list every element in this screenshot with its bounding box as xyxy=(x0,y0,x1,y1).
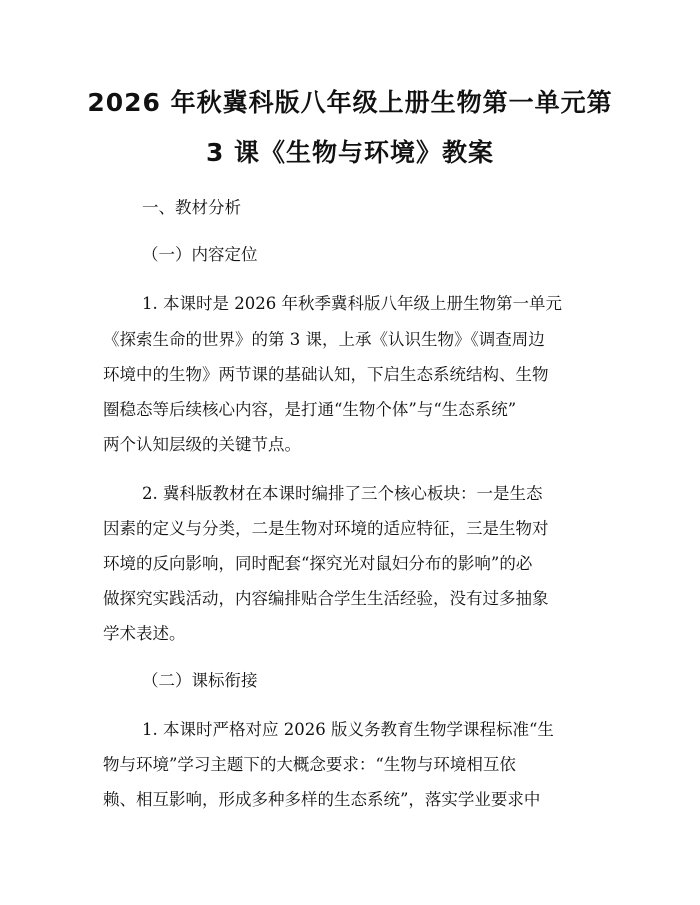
section-heading-teaching-material-analysis: 一、教材分析 xyxy=(142,198,241,217)
paragraph-line: 环境的反向影响，同时配套“探究光对鼠妇分布的影响”的必 xyxy=(103,554,533,573)
paragraph-line: 物与环境”学习主题下的大概念要求：“生物与环境相互依 xyxy=(103,755,516,774)
document-title-line-2: 3 课《生物与环境》教案 xyxy=(205,138,495,167)
paragraph-line: 1. 本课时是 2026 年秋季冀科版八年级上册生物第一单元 xyxy=(142,294,562,313)
subsection-heading-curriculum-alignment: （二）课标衔接 xyxy=(142,671,258,690)
paragraph-line: 2. 冀科版教材在本课时编排了三个核心板块：一是生态 xyxy=(142,484,543,503)
paragraph-line: 做探究实践活动，内容编排贴合学生生活经验，没有过多抽象 xyxy=(103,589,549,608)
subsection-heading-content-positioning: （一）内容定位 xyxy=(142,245,258,264)
paragraph-line: 《探索生命的世界》的第 3 课，上承《认识生物》《调查周边 xyxy=(103,330,545,349)
paragraph-line: 环境中的生物》两节课的基础认知，下启生态系统结构、生物 xyxy=(103,365,549,384)
paragraph-line: 因素的定义与分类，二是生物对环境的适应特征，三是生物对 xyxy=(103,519,549,538)
paragraph-line: 赖、相互影响，形成多种多样的生态系统”，落实学业要求中 xyxy=(103,790,541,809)
document-title-line-1: 2026 年秋冀科版八年级上册生物第一单元第 xyxy=(87,88,613,117)
paragraph-line: 两个认知层级的关键节点。 xyxy=(103,435,301,454)
paragraph-line: 圈稳态等后续核心内容，是打通“生物个体”与“生态系统” xyxy=(103,400,517,419)
paragraph-line: 学术表述。 xyxy=(103,624,186,643)
paragraph-line: 1. 本课时严格对应 2026 版义务教育生物学课程标准“生 xyxy=(142,720,554,739)
